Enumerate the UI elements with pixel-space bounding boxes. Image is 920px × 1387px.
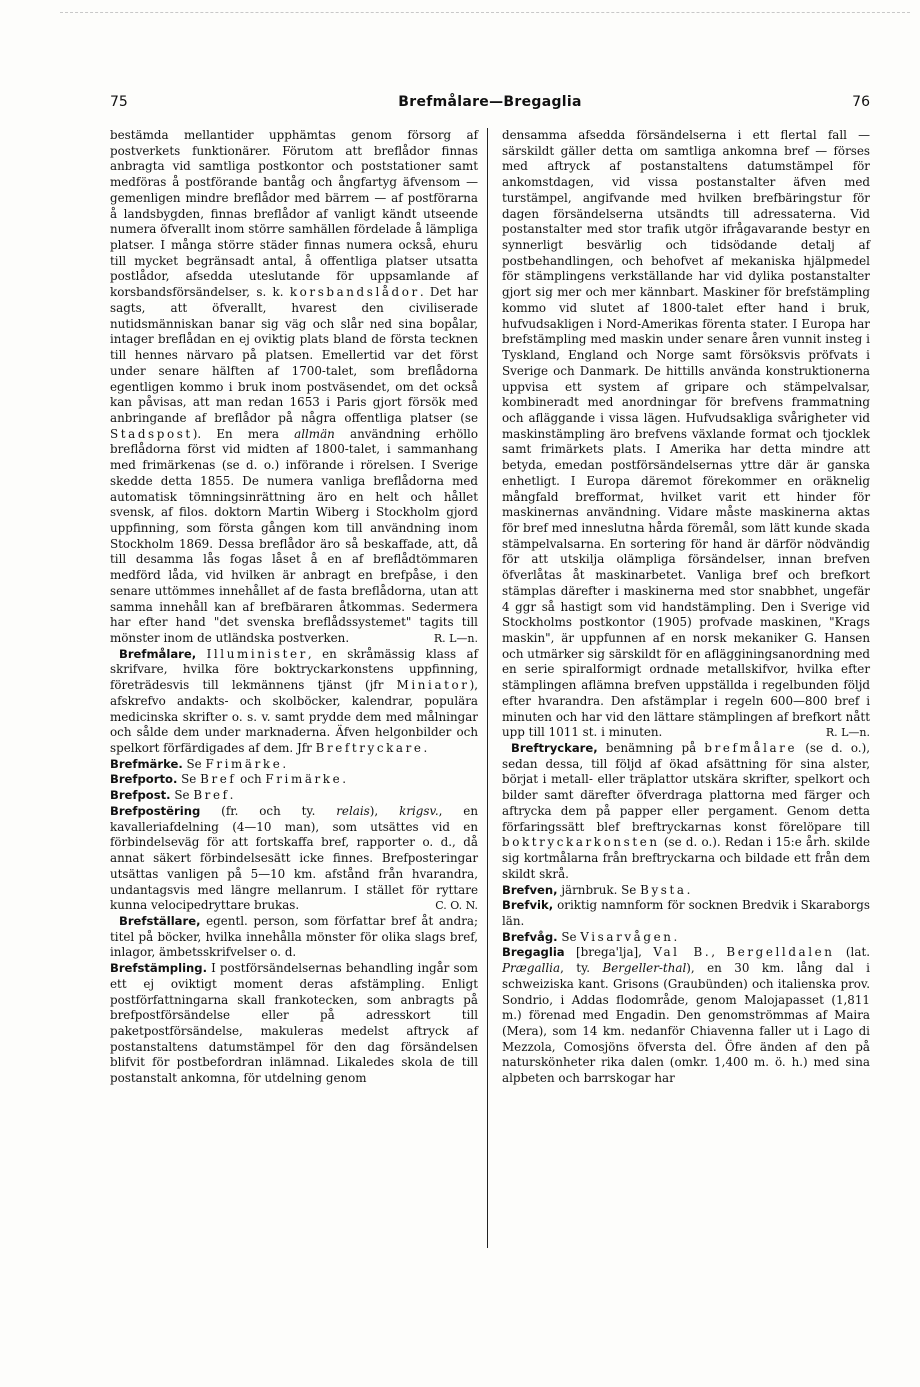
column-divider	[487, 128, 488, 1248]
left-column	[110, 128, 478, 1087]
entry-brefstallare: Brefställare, egentl. person, som författar bref åt andra; titel på böcker, hvilka innehålla mönster för olika slags bref, inlagor, ämbetsskrifvelser o. d.	[110, 913, 478, 960]
headword: Brefpostëring	[110, 803, 201, 818]
author-signature: C. O. N.	[435, 899, 478, 913]
headword: Brefmålare,	[119, 646, 197, 661]
right-column	[502, 128, 870, 1087]
headword: Brefmärke.	[110, 756, 183, 771]
headword: Brefställare,	[119, 913, 201, 928]
headword: Breftryckare,	[511, 741, 598, 756]
headword: Brefpost.	[110, 788, 171, 803]
entry-breftryckare: Breftryckare, benämning på brefmålare (se d. o.), sedan dessa, till följd af ökad afsättning för sina alster, börjat i metall- eller träplattor utskära skrifter, spelkort och bilder samt därefter öfverdraga plattorna med färger och aftrycka dem på papper eller pergament. Genom detta förfaringssätt blef breftryckarnas konst förelöpare till boktryckarkonsten (se d. o.). Redan i 15:e årh. skilde sig kortmålarna från breftryckarna och bildade ett från dem skildt skrå.	[502, 741, 871, 881]
entry-breflada-continued: bestämda mellantider upphämtas genom försorg af postverkets funktionärer. Förutom att breflådor finnas anbragta vid samtliga postkontor och poststationer samt medföras å postförande bantåg och ångfartyg äfvensom — gemenligen mindre breflådor med bärrem — af postförarna å landsbygden, finnas breflådor af vanligt kändt utseende numera öfverallt inom större samhällen fördelade å lämpliga platser. I många större städer finnas numera också, ehuru till mycket begränsadt antal, å offentliga platser utsatta postlådor, afsedda uteslutande för uppsamlande af korsbandsförsändelser, s. k. korsbandslådor. Det har sagts, att öfverallt, hvarest den civiliserade nutidsmänniskan banar sig väg och slår ned sina bopålar, intager breflådan en ej oviktig plats bland de första tecknen till hennes närvaro på platsen. Emellertid var det först under senare hälften af 1700-talet, som breflådorna egentligen kommo i bruk inom postväsendet, om det också kan påvisas, att man redan 1653 i Paris gjort försök med anbringande af breflådor på några offentliga platser (se Stadspost). En mera allmän användning erhöllo breflådorna först vid midten af 1800-talet, i sammanhang med frimärkenas (se d. o.) införande i rörelsen. I Sverige skedde detta 1855. De numera vanliga breflådorna med automatisk tömningsinrättning äro en helt och hållet svensk, af filos. doktorn Martin Wiberg i Stockholm gjord uppfinning, som första gången kom till användning inom Stockholm 1869. Dessa breflådor äro så beskaffade, att, då till desamma lås fogas låset å en af breflådtömmaren medförd låda, vid hvilken är anbragt en brefpåse, i den senare uttömmes innehållet af de fasta breflådorna, utan att samma innehåll kan af brefbäraren åtkommas. Sedermera har efter hand "det svenska breflådssystemet" tagits till mönster inom de utländska postverken. R. L—n.	[110, 128, 479, 645]
author-signature: R. L—n.	[825, 726, 870, 740]
entry-brefmalare: Brefmålare, Illuminister, en skråmässig klass af skrifvare, hvilka före boktryckarkonstens uppfinning, företrädesvis till lekmännens tjänst (jfr Miniator), afskrefvo andakts- och skolböcker, kalendrar, populära medicinska skrifter o. s. v. samt prydde dem med målningar och sålde dem under marknaderna. Äfven helgonbilder och spelkort förfärdigades af dem. Jfr Breftryckare.	[110, 646, 479, 756]
headword: Brefporto.	[110, 772, 178, 787]
headword: Brefvåg.	[502, 929, 558, 944]
entry-bregaglia: Bregaglia [brega'lja], Val B., Bergelldalen (lat. Prægallia, ty. Bergeller-thal), en 30 km. lång dal i schweiziska kant. Grisons (Graubünden) och italienska prov. Sondrio, i Addas flodområde, genom Malojapasset (1,811 m.) förenad med Engadin. Den genomströmmas af Maira (Mera), som 14 km. nedanför Chiavenna faller ut i Lago di Mezzola, Comosjöns öfversta del. Öfre änden af den på naturskönheter rika dalen (omkr. 1,400 m. ö. h.) med sina alpbeten och barrskogar har	[502, 945, 871, 1086]
headword: Bregaglia	[502, 945, 565, 960]
headword: Brefstämpling.	[110, 961, 208, 976]
left-page-number: 75	[110, 94, 128, 110]
headword: Brefven,	[502, 882, 558, 897]
scan-edge-line	[60, 12, 910, 13]
headword: Brefvik,	[502, 898, 554, 913]
entry-brefpostering: Brefpostëring (fr. och ty. relais), krigsv., en kavalleriafdelning (4—10 man), som utsättes vid en förbindelseväg för att fortskaffa bref, rapporter o. d., då annat säkert förbindelsesätt icke finnes. Brefposteringar utsättas vanligen på 5—10 km. afstånd från hvarandra, undantagsvis med längre mellanrum. I stället för ryttare kunna velocipedryttare brukas. C. O. N.	[110, 803, 478, 913]
right-page-number: 76	[852, 94, 870, 110]
author-signature: R. L—n.	[433, 632, 478, 645]
running-title: Brefmålare—Bregaglia	[398, 94, 582, 110]
entry-brefven: Brefven, järnbruk. Se Bysta.	[502, 882, 691, 897]
entry-brefstampling-continued: densamma afsedda försändelserna i ett flertal fall — särskildt gäller detta om samtliga ankomna bref — förses med aftryck af postanstaltens datumstämpel för ankomstdagen, vid vissa postanstalter äfven med turstämpel, angifvande med hvilken brefbäringstur för dagen försändelserna utsändts till adressaterna. Vid postanstalter med stor trafik utgör ifrågavarande bestyr en synnerligt besvärlig och tidsödande detalj af postbehandlingen, och behofvet af mekaniska hjälpmedel för stämplingens verkställande har vid dylika postanstalter gjort sig mer och mer kännbart. Maskiner för brefstämpling kommo vid slutet af 1800-talet efter hand i bruk, hufvudsakligen i Nord-Amerikas förenta stater. I Europa har brefstämpling med maskin under senare åren vunnit insteg i Tyskland, England och Norge samt försöksvis pröfvats i Sverige och Danmark. De hittills använda konstruktionerna uppvisa ett system af gripare och stämpelvalsar, kombineradt med anordningar för brefvens frammatning och afläggande i vissa lägen. Hufvudsakliga svårigheter vid maskinstämpling äro brefvens växlande format och tjocklek samt frimärkets plats. I Amerika har detta mindre att betyda, emedan postförsändelsernas yttre där är ganska enhetligt. I Europa däremot förekommer en oräknelig mångfald brefformat, hvilket varit ett hinder för maskinernas användning. Vidare måste maskinerna aktas för bref med inneslutna hårda föremål, som lätt kunde skada stämpelvalsarna. En sortering för hand är därför nödvändig för att utskilja olämpliga försändelser, innan brefven öfverlåtas åt maskinarbetet. Vanliga bref och brefkort stämplas därefter i maskinerna med stor snabbhet, ungefär 4 ggr så hastigt som vid handstämpling. Den i Sverige vid Stockholms postkontor (1905) profvade maskinen, "Krags maskin", är uppfunnen af en norsk mekaniker G. Hansen och utmärker sig särskildt för en aflägginingsanordning med en serie spiralformigt ordnade metallskifvor, hvilka efter stämplingen aflämna brefven uppställda i regelbunden följd efter hvarandra. Den afstämplar i regeln 600—800 bref i minuten och har vid den lättare stämplingen af brefkort nått upp till 1011 st. i minuten. R. L—n.	[502, 128, 870, 740]
entry-brefvag: Brefvåg. Se Visarvågen.	[502, 929, 678, 944]
entry-brefmarke: Brefmärke. Se Frimärke.	[110, 756, 287, 771]
entry-brefstampling: Brefstämpling. I postförsändelsernas behandling ingår som ett ej oviktigt moment deras afstämpling. Enligt postförfattningarna skall frankotecken, som anbragts på brefpostförsändelse eller på adresskort till paketpostförsändelse, makuleras medelst aftryck af postanstaltens datumstämpel för den dag försändelsen blifvit för postbefordran inlämnad. Likaledes skola de till postanstalt ankomna, för utdelning genom	[110, 961, 478, 1086]
entry-brefporto: Brefporto. Se Bref och Frimärke.	[110, 772, 347, 787]
entry-brefvik: Brefvik, oriktig namnform för socknen Bredvik i Skaraborgs län.	[502, 898, 870, 928]
page-header	[110, 94, 870, 114]
entry-brefpost: Brefpost. Se Bref.	[110, 788, 234, 803]
